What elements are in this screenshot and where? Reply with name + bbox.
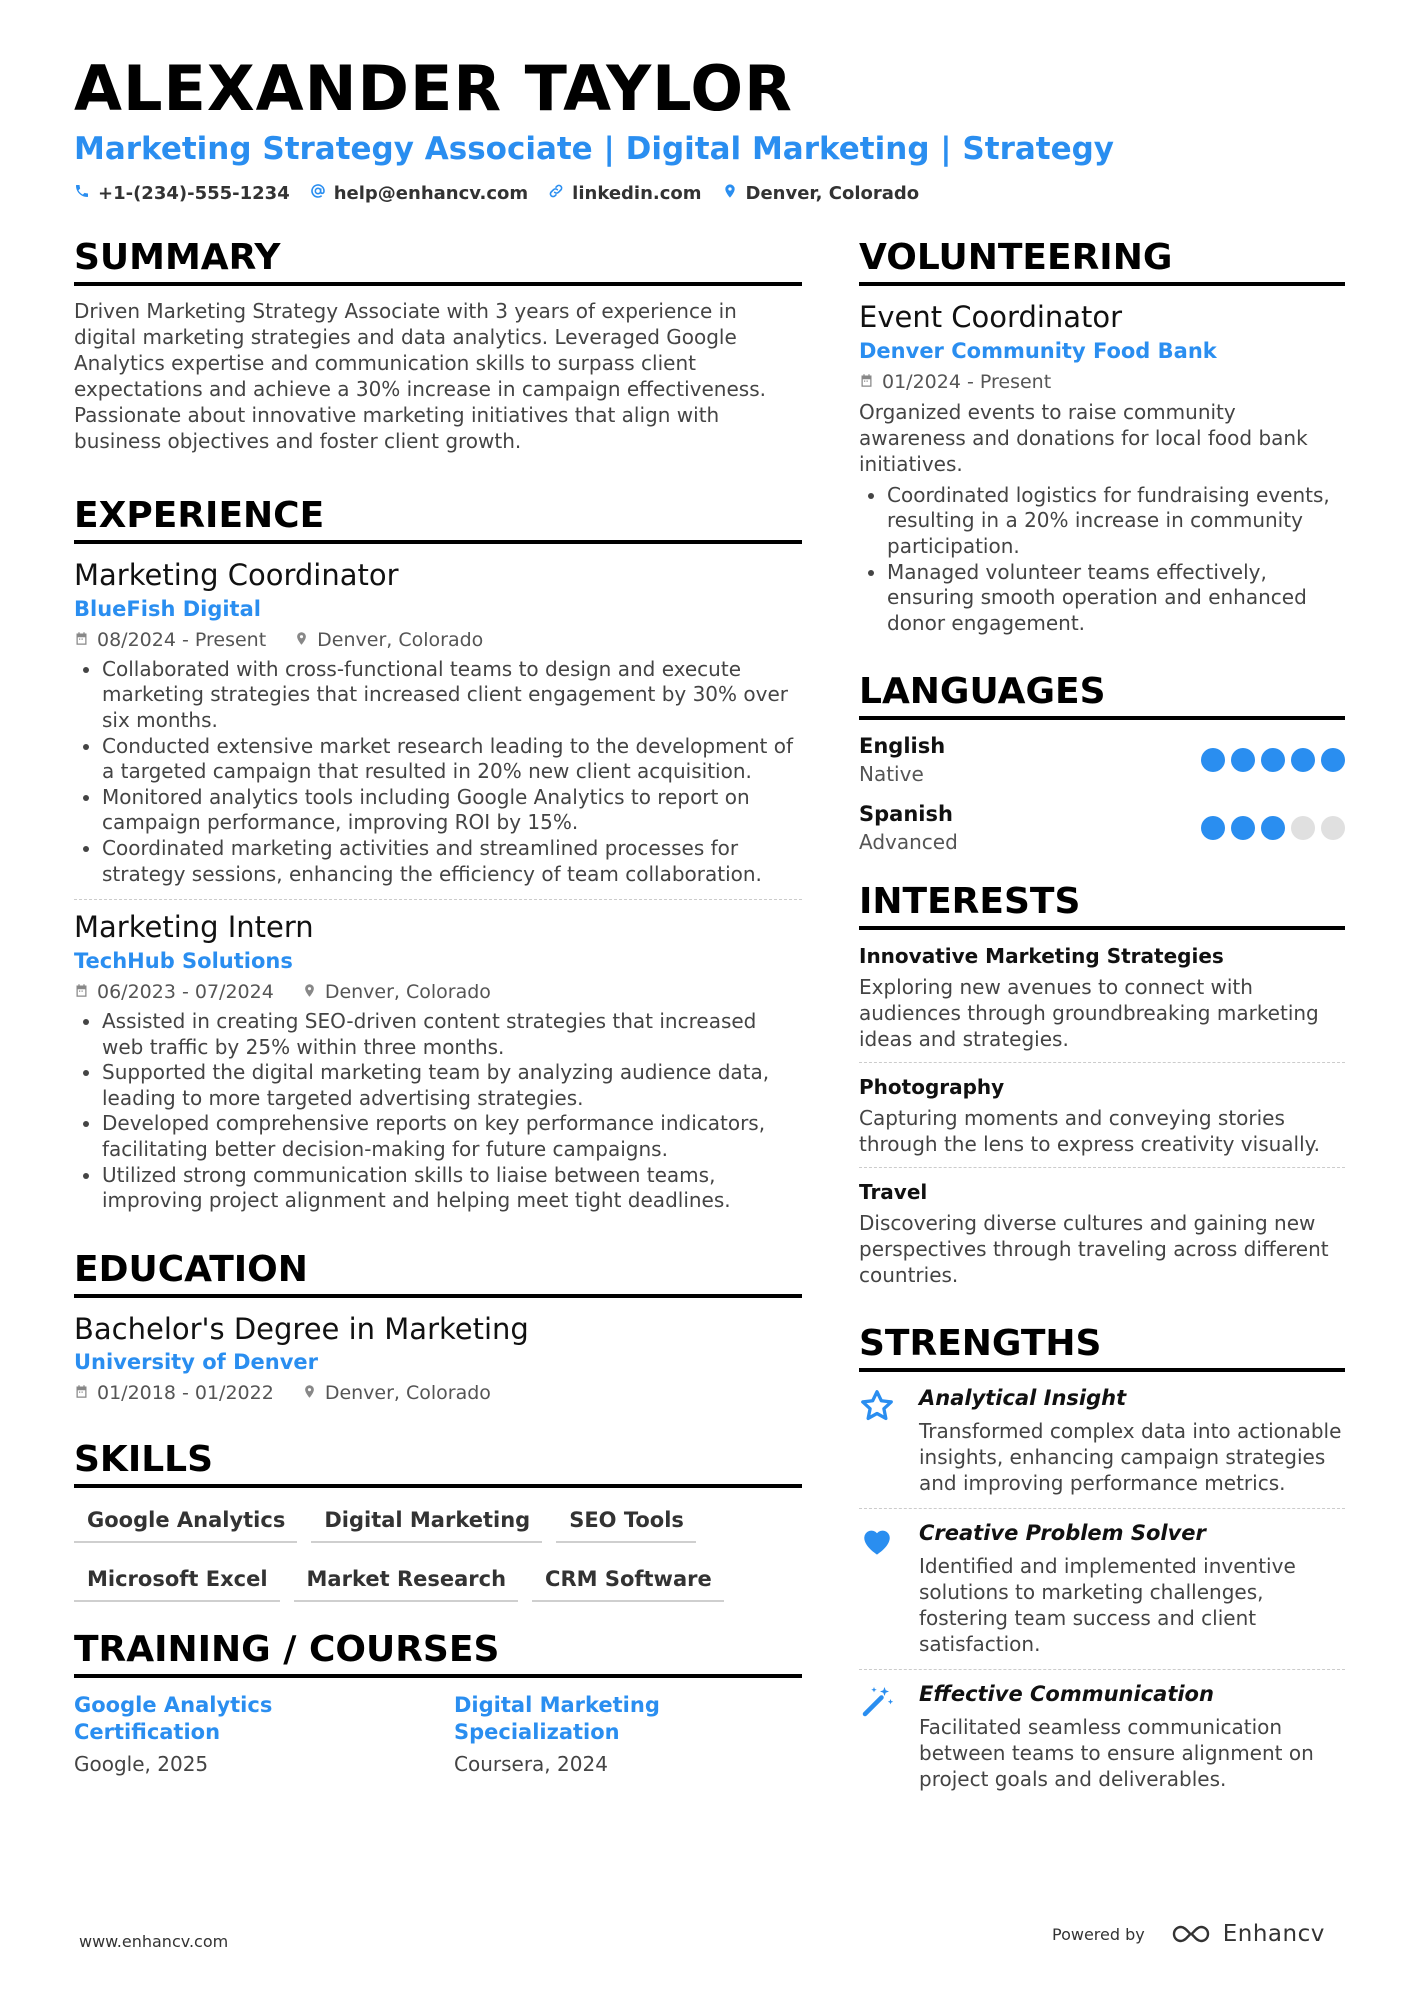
skill-tag: Digital Marketing [311,1502,542,1543]
summary-text: Driven Marketing Strategy Associate with 3 years of experience in digital marketing strategies and data analytics. Leveraged Google Analytics expertise and communication skills to surpass client expectations and achieve a 30% increase in campaign effectiveness. Passionate about innovative marketing initiatives that align with business objectives and foster client growth. [74,299,766,453]
language-rating [1201,816,1345,840]
phone-text: +1-(234)-555-1234 [98,183,290,204]
rating-dot-filled [1231,748,1255,772]
volunteer-org[interactable]: Denver Community Food Bank [859,338,1217,363]
location-text: Denver, Colorado [745,183,920,204]
contact-linkedin[interactable] [548,183,701,204]
powered-by-label: Powered by [1052,1924,1145,1944]
contact-bar [74,183,919,204]
headline: Marketing Strategy Associate | Digital Marketing | Strategy [74,131,1115,167]
interest-title: Innovative Marketing Strategies [859,944,1224,969]
interest-text: Capturing moments and conveying stories through the lens to express creativity visually. [859,1106,1321,1157]
interests-section [859,881,1345,1288]
course-provider: Google, 2025 [74,1752,209,1777]
job-dates: 06/2023 - 07/2024 [97,980,274,1003]
skill-tag: SEO Tools [556,1502,696,1543]
rating-dot-filled [1231,816,1255,840]
job-dates: 08/2024 - Present [97,628,267,651]
job-meta [74,629,802,651]
course-title[interactable]: Google Analytics Certification [74,1693,273,1745]
skills-list [74,1502,802,1602]
interests-heading: INTERESTS [859,884,1345,930]
calendar-icon [74,981,89,1003]
volunteer-meta [859,371,1345,393]
brand-logo[interactable] [1169,1921,1325,1947]
language-level: Advanced [859,830,958,855]
summary-section [74,237,802,454]
language-item [859,802,1345,854]
experience-section [74,495,802,1214]
bullet-item: • Supported the digital marketing team by analyzing audience data, leading to more targeted advertising strategies. [102,1060,802,1111]
interest-title: Photography [859,1075,1005,1100]
left-column [74,237,802,1777]
calendar-icon [74,629,89,651]
rating-dot-filled [1261,816,1285,840]
course-title[interactable]: Digital Marketing Specialization [454,1693,660,1745]
contact-location [722,183,920,204]
company-name[interactable]: BlueFish Digital [74,596,261,621]
skills-section [74,1439,802,1602]
map-pin-icon [294,629,309,651]
magic-wand-icon [859,1682,899,1792]
heart-icon [859,1521,899,1657]
strength-item [859,1386,1345,1509]
bullet-item: • Conducted extensive market research leading to the development of a targeted campaign that resulted in 20% new client acquisition. [102,734,802,785]
job-bullets [74,1009,802,1214]
bullet-item: • Coordinated logistics for fundraising events, resulting in a 20% increase in community participation. [887,483,1345,560]
infinity-logo-icon [1169,1922,1213,1946]
phone-icon [74,183,90,204]
strength-title: Effective Communication [919,1682,1214,1707]
interest-text: Exploring new avenues to connect with audiences through groundbreaking marketing ideas and strategies. [859,975,1319,1052]
skill-tag: Market Research [294,1561,519,1602]
course-provider: Coursera, 2024 [454,1752,608,1777]
email-text: help@enhancv.com [333,183,529,204]
strength-item [859,1509,1345,1670]
map-pin-icon [302,1382,317,1404]
rating-dot-filled [1201,748,1225,772]
bullet-item: • Utilized strong communication skills to liaise between teams, improving project alignment and helping meet tight deadlines. [102,1163,802,1214]
languages-heading: LANGUAGES [859,674,1345,720]
languages-section [859,671,1345,855]
contact-email[interactable] [310,183,528,204]
language-level: Native [859,762,924,787]
rating-dot-empty [1291,816,1315,840]
right-column [859,237,1345,1792]
strengths-heading: STRENGTHS [859,1326,1345,1372]
course-item [454,1692,664,1776]
linkedin-text: linkedin.com [572,183,702,204]
experience-heading: EXPERIENCE [74,498,802,544]
education-heading: EDUCATION [74,1252,802,1298]
job-location: Denver, Colorado [324,980,491,1003]
skill-tag: Microsoft Excel [74,1561,280,1602]
job-title: Marketing Intern [74,910,314,945]
company-name[interactable]: TechHub Solutions [74,948,293,973]
training-section [74,1629,802,1777]
link-icon [548,183,564,204]
brand-name: Enhancv [1222,1921,1325,1947]
rating-dot-empty [1321,816,1345,840]
experience-entry [74,558,802,900]
course-item [74,1692,404,1776]
volunteer-description: Organized events to raise community awareness and donations for local food bank initiatives. [859,399,1308,476]
calendar-icon [74,1382,89,1404]
volunteer-dates: 01/2024 - Present [882,370,1052,393]
volunteer-role: Event Coordinator [859,300,1123,334]
star-icon [859,1386,899,1496]
footer-website[interactable]: www.enhancv.com [79,1932,229,1951]
language-item [859,734,1345,786]
bullet-item: • Managed volunteer teams effectively, ensuring smooth operation and enhanced donor engagement. [887,560,1345,637]
strength-item [859,1670,1345,1792]
education-dates: 01/2018 - 01/2022 [97,1382,274,1405]
job-location: Denver, Colorado [317,628,484,651]
at-icon [310,183,326,204]
strength-text: Identified and implemented inventive solutions to marketing challenges, fostering team success and client satisfaction. [919,1554,1296,1657]
rating-dot-filled [1321,748,1345,772]
bullet-item: • Developed comprehensive reports on key performance indicators, facilitating better decision-making for future campaigns. [102,1111,802,1162]
job-title: Marketing Coordinator [74,558,399,592]
bullet-item: • Monitored analytics tools including Google Analytics to report on campaign performance, improving ROI by 15%. [102,785,802,836]
bullet-item: • Assisted in creating SEO-driven content strategies that increased web traffic by 25% within three months. [102,1009,802,1060]
map-pin-icon [302,981,317,1003]
strength-text: Facilitated seamless communication between teams to ensure alignment on project goals and deliverables. [919,1715,1314,1792]
education-section [74,1248,802,1405]
interest-item [859,944,1345,1063]
training-heading: TRAINING / COURSES [74,1632,802,1678]
strength-title: Creative Problem Solver [919,1521,1206,1546]
strength-text: Transformed complex data into actionable insights, enhancing campaign strategies and improving performance metrics. [919,1419,1342,1496]
bullet-item: • Collaborated with cross-functional teams to design and execute marketing strategies that increased client engagement by 30% over six months. [102,657,802,734]
interest-item [859,1063,1345,1168]
interest-title: Travel [859,1180,928,1205]
bullet-item: • Coordinated marketing activities and streamlined processes for strategy sessions, enhancing the efficiency of team collaboration. [102,836,802,887]
footer-branding [1052,1921,1325,1947]
interest-text: Discovering diverse cultures and gaining new perspectives through traveling across different countries. [859,1211,1329,1288]
job-bullets [74,657,802,887]
education-location: Denver, Colorado [324,1382,491,1405]
rating-dot-filled [1201,816,1225,840]
language-name: Spanish [859,802,953,827]
strength-title: Analytical Insight [919,1386,1127,1411]
school-name[interactable]: University of Denver [74,1350,319,1375]
volunteering-section [859,237,1345,636]
rating-dot-filled [1291,748,1315,772]
skills-heading: SKILLS [74,1442,802,1488]
calendar-icon [859,371,874,393]
skill-tag: CRM Software [532,1561,724,1602]
map-pin-icon [722,183,738,204]
skill-tag: Google Analytics [74,1502,297,1543]
contact-phone [74,183,290,204]
strengths-section [859,1323,1345,1792]
candidate-name: ALEXANDER TAYLOR [74,52,793,125]
summary-heading: SUMMARY [74,240,802,286]
degree-title: Bachelor's Degree in Marketing [74,1311,529,1346]
course-list [74,1692,802,1776]
volunteer-bullets [859,483,1345,637]
education-meta [74,1382,802,1404]
job-meta [74,981,802,1003]
language-name: English [859,734,946,759]
interest-item [859,1168,1345,1288]
rating-dot-filled [1261,748,1285,772]
volunteering-heading: VOLUNTEERING [859,240,1345,286]
experience-entry [74,910,802,1214]
language-rating [1201,748,1345,772]
